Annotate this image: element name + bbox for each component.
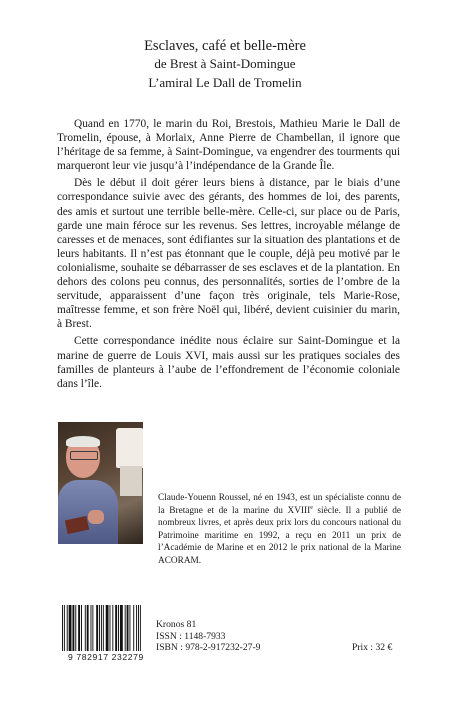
issn: ISSN : 1148-7933 [156,630,226,642]
author-photo [58,422,143,544]
blurb-paragraph: Cette correspondance inédite nous éclaire sur Saint-Domingue et la marine de guerre de Louis XVI, mais aussi sur les pratiques sociales des familles de planteurs à l’aube de l’effondrement de l’économie coloniale dans l’île. [57,335,400,390]
author-bio [158,492,401,568]
barcode-digits: 9 782917 232279 [58,652,154,663]
photo-lamp-shade [116,428,143,468]
series-info [156,619,260,654]
price: Prix : 32 € [352,642,393,653]
barcode-bars [58,605,154,651]
blurb-paragraph: Quand en 1770, le marin du Roi, Brestois, Mathieu Marie le Dall de Tromelin, épouse, à Morlaix, Anne Pierre de Chambellan, il ignore que l’héritage de sa femme, à Saint-Domingue, va engendrer des tourments qui marqueront leur vie jusqu’à l’indépendance de la Grande Île. [57,118,400,173]
book-subtitle: de Brest à Saint-Domingue [154,56,296,71]
book-subtitle-second: L’amiral Le Dall de Tromelin [148,75,302,90]
book-title: Esclaves, café et belle-mère [144,38,306,54]
photo-hand [88,510,104,524]
photo-glasses [70,451,98,460]
blurb-paragraph: Dès le début il doit gérer leurs biens à distance, par le biais d’une correspondance suivie avec des gérants, des hommes de loi, des parents, des amis et surtout une terrible belle-mère. Celle-ci, sur place ou de Paris, garde une main féroce sur les revenus. Ses lettres, incroyable mélange de caresses et de menaces, sont édifiantes sur la situation des plantations et de leurs habitants. Il n’est pas étonnant que le couple, déjà peu motivé par le colonialisme, souhaite se débarrasser de ses esclaves et de la plantation. En dehors des colons peu connus, des personnalités, sorties de l’ombre de la servitude, apparaissent d’une façon très originale, tels Marie-Rose, maîtresse femme, et son frère Noël qui, libéré, devient cuisinier du marin, à Brest. [57,177,400,331]
photo-hair [66,436,100,447]
isbn: ISBN : 978-2-917232-27-9 [156,642,261,653]
title-block [0,37,450,92]
author-bio-superscript: e [310,504,313,511]
photo-lamp-base [120,466,142,496]
author-bio-text-continued: siècle. Il a publié de nombreux livres, et après deux prix lors du concours national du Patrimoine maritime en 1992, a reçu en 2011 un prix de l’Académie de Marine et en 2012 le prix national de la Marine ACORAM. [158,505,401,566]
blurb [57,117,400,394]
collection-name: Kronos 81 [156,619,197,630]
author-bio-text: Claude-Youenn Roussel, né en 1943, est un spécialiste connu de la Bretagne et de la marine du XVIII [158,493,401,516]
